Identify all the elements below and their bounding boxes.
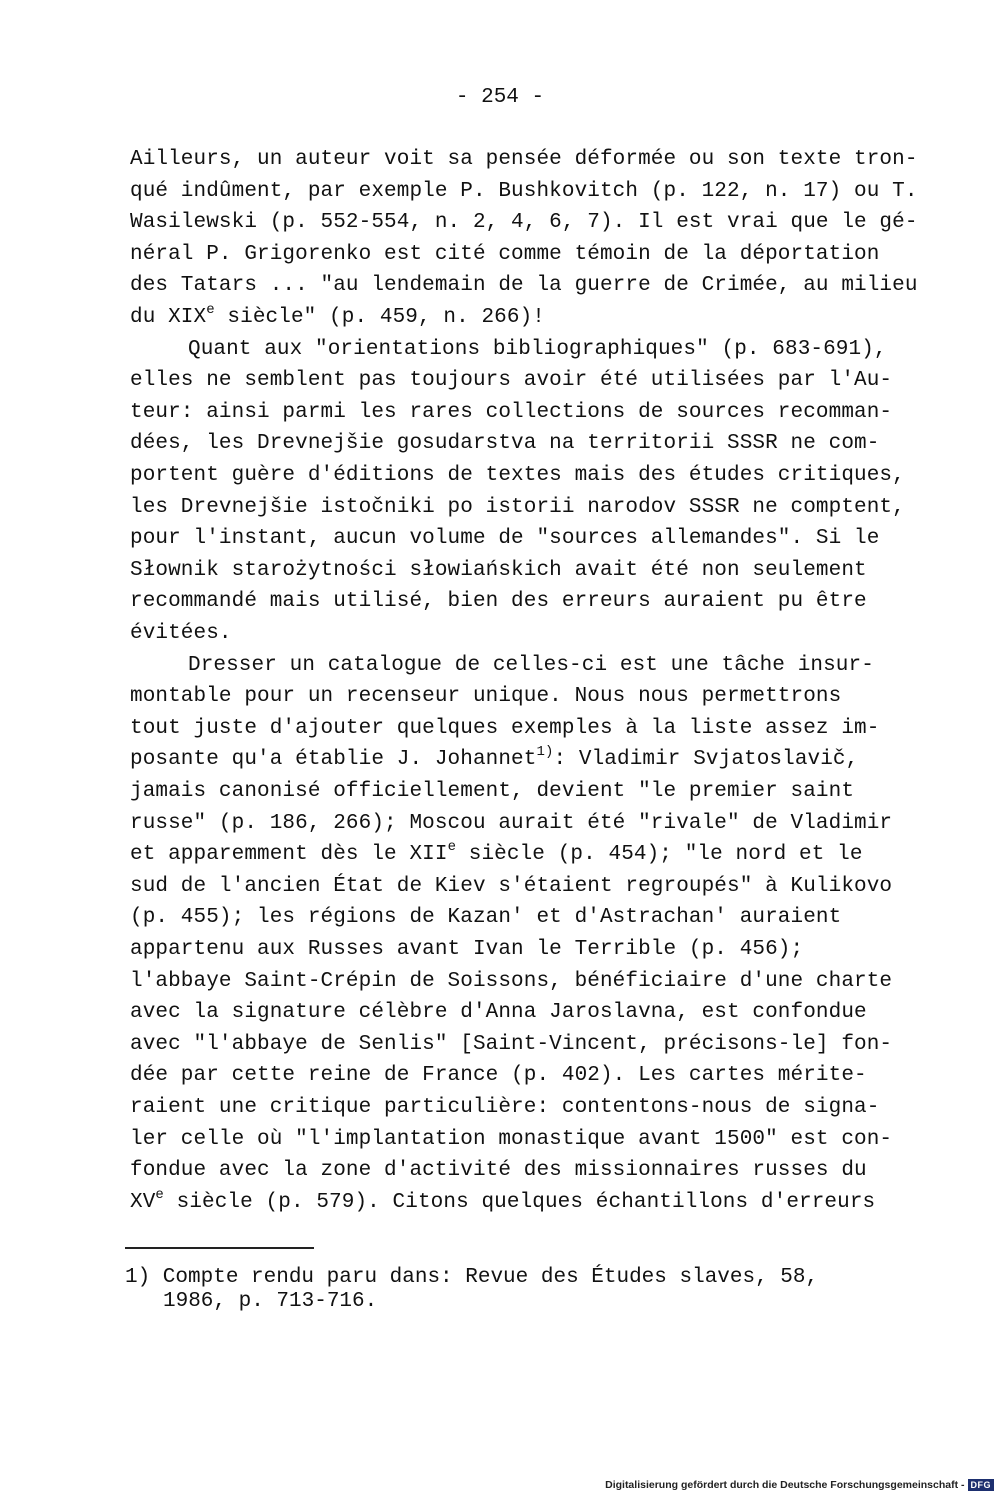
text-line bbox=[130, 588, 867, 616]
text-line bbox=[130, 557, 867, 585]
text-line bbox=[130, 715, 879, 743]
text-segment: dées, les Drevnejšie gosudarstva na territorii SSSR ne com- bbox=[130, 432, 880, 456]
text-segment: Ailleurs, un auteur voit sa pensée déformée ou son texte tron- bbox=[130, 148, 918, 171]
text-segment: elles ne semblent pas toujours avoir été utilisées par l'Au- bbox=[130, 369, 893, 393]
text-segment: russe" (p. 186, 266); Moscou aurait été "rivale" de Vladimir bbox=[130, 811, 893, 835]
text-line bbox=[130, 1186, 876, 1217]
text-segment: qué indûment, par exemple P. Bushkovitch (p. 122, n. 17) ou T. bbox=[130, 179, 918, 203]
text-line bbox=[130, 399, 892, 427]
footnote-divider bbox=[125, 1247, 314, 1249]
text-line bbox=[130, 968, 892, 996]
text-line bbox=[130, 810, 892, 838]
text-segment: tout juste d'ajouter quelques exemples à la liste assez im- bbox=[130, 716, 880, 740]
text-segment: sud de l'ancien État de Kiev s'étaient regroupés" à Kulikovo bbox=[130, 874, 893, 898]
text-segment: Wasilewski (p. 552-554, n. 2, 4, 6, 7). Il est vrai que le gé- bbox=[130, 211, 918, 235]
text-line bbox=[130, 873, 892, 901]
text-line bbox=[130, 304, 545, 332]
text-segment: teur: ainsi parmi les rares collections de sources recomman- bbox=[130, 400, 893, 424]
text-segment: avec la signature célèbre d'Anna Jaroslavna, est confondue bbox=[130, 1001, 867, 1025]
text-line bbox=[130, 430, 879, 458]
dfg-logo: DFG bbox=[968, 1479, 995, 1491]
text-segment: l'abbaye Saint-Crépin de Soissons, bénéficiaire d'une charte bbox=[130, 969, 893, 993]
page-number: - 254 - bbox=[455, 86, 545, 109]
text-segment: et apparemment dès le XII bbox=[130, 843, 448, 867]
footnote-line: 1986, p. 713-716. bbox=[163, 1290, 378, 1313]
text-line bbox=[130, 904, 841, 932]
text-segment: : Vladimir Svjatoslavič, bbox=[553, 748, 859, 772]
text-line bbox=[130, 620, 232, 648]
text-segment: Quant aux "orientations bibliographiques" (p. 683-691), bbox=[188, 337, 887, 361]
text-line bbox=[130, 999, 867, 1027]
text-segment: ler celle où "l'implantation monastique avant 1500" est con- bbox=[130, 1127, 893, 1151]
text-segment: siècle (p. 454); "le nord et le bbox=[456, 843, 863, 867]
text-segment: les Drevnejšie istočniki po istorii narodov SSSR ne comptent, bbox=[130, 495, 905, 519]
text-segment: pour l'instant, aucun volume de "sources allemandes". Si le bbox=[130, 527, 880, 551]
text-line bbox=[130, 209, 918, 237]
text-line bbox=[130, 1094, 879, 1122]
text-segment: néral P. Grigorenko est cité comme témoin de la déportation bbox=[130, 242, 880, 266]
superscript: e bbox=[206, 302, 215, 318]
text-line bbox=[130, 462, 905, 490]
superscript: e bbox=[447, 839, 457, 856]
text-segment: (p. 455); les régions de Kazan' et d'Astrachan' auraient bbox=[130, 906, 842, 930]
text-line bbox=[130, 178, 918, 206]
text-segment: recommandé mais utilisé, bien des erreurs auraient pu être bbox=[130, 590, 867, 614]
text-segment: posante qu'a établie J. Johannet bbox=[130, 748, 537, 772]
funding-notice-text: Digitalisierung gefördert durch die Deutsche Forschungsgemeinschaft - bbox=[605, 1479, 965, 1491]
text-line bbox=[130, 1031, 892, 1059]
text-segment: du XIX bbox=[130, 306, 207, 329]
text-line bbox=[130, 146, 918, 174]
text-line bbox=[130, 494, 905, 522]
text-segment: dée par cette reine de France (p. 402). Les cartes mérite- bbox=[130, 1064, 867, 1088]
text-segment: montable pour un recenseur unique. Nous nous permettrons bbox=[130, 685, 842, 709]
text-line bbox=[130, 841, 863, 869]
text-line bbox=[130, 1062, 867, 1090]
text-segment: XV bbox=[130, 1190, 156, 1214]
text-segment: Słownik starożytności słowiańskich avait été non seulement bbox=[130, 558, 867, 582]
text-line bbox=[130, 746, 858, 774]
text-segment: évitées. bbox=[130, 622, 232, 645]
text-line bbox=[130, 778, 854, 806]
text-segment: siècle" (p. 459, n. 266)! bbox=[214, 306, 545, 329]
text-segment: portent guère d'éditions de textes mais des études critiques, bbox=[130, 464, 905, 487]
superscript: 1) bbox=[536, 744, 554, 761]
text-segment: raient une critique particulière: contentons-nous de signa- bbox=[130, 1096, 880, 1119]
text-line bbox=[130, 367, 892, 395]
text-line bbox=[130, 936, 803, 964]
paragraph-first-line bbox=[188, 652, 874, 680]
text-segment: appartenu aux Russes avant Ivan le Terrible (p. 456); bbox=[130, 938, 804, 961]
text-line bbox=[130, 241, 879, 269]
text-line bbox=[130, 272, 918, 300]
text-segment: fondue avec la zone d'activité des missionnaires russes du bbox=[130, 1159, 867, 1183]
text-line bbox=[130, 1157, 867, 1185]
text-segment: Dresser un catalogue de celles-ci est une tâche insur- bbox=[188, 653, 874, 677]
text-segment: avec "l'abbaye de Senlis" [Saint-Vincent, précisons-le] fon- bbox=[130, 1032, 893, 1056]
text-line bbox=[130, 1126, 892, 1154]
text-segment: jamais canonisé officiellement, devient "le premier saint bbox=[130, 780, 855, 803]
footnote-line: 1) Compte rendu paru dans: Revue des Études slaves, 58, bbox=[125, 1266, 819, 1289]
paragraph-first-line bbox=[188, 336, 887, 364]
text-segment: des Tatars ... "au lendemain de la guerre de Crimée, au milieu bbox=[130, 274, 918, 298]
text-segment: siècle (p. 579). Citons quelques échantillons d'erreurs bbox=[163, 1190, 876, 1214]
funding-notice bbox=[605, 1479, 994, 1491]
text-line bbox=[130, 525, 879, 553]
text-line bbox=[130, 683, 841, 711]
superscript: e bbox=[155, 1186, 164, 1203]
